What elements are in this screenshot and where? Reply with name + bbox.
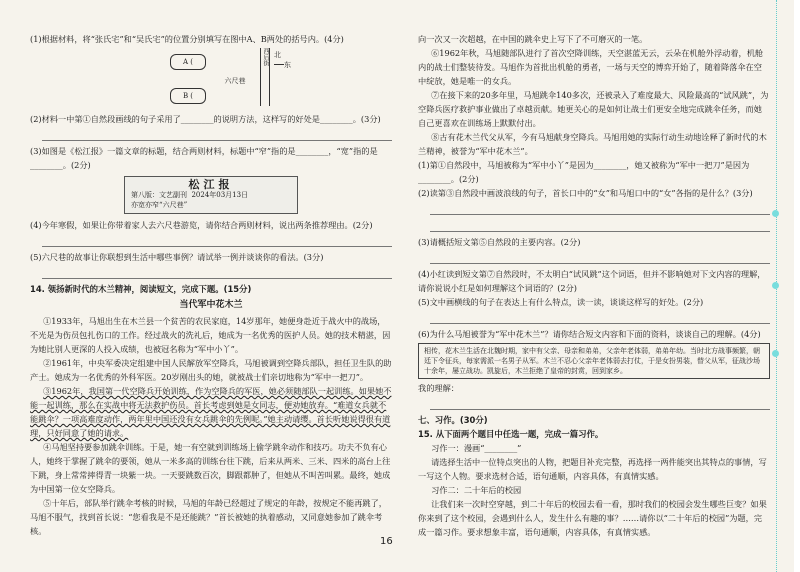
answer-line <box>42 233 392 247</box>
binding-dot-icon <box>772 210 779 217</box>
newspaper-clip <box>124 176 298 214</box>
topic-2-title: 习作二：二十年后的校园 <box>431 485 522 495</box>
question-1: (1)根据材料，将“张氏宅”和“吴氏宅”的位置分别填写在图中A、B两处的括号内。(4分) <box>30 34 344 44</box>
passage-title: 当代军中花木兰 <box>179 300 243 310</box>
question-4: (4)今年寒假，如果让你带着家人去六尺巷游览，请你结合两则材料，说出两条推荐理由。(2分) <box>30 220 373 230</box>
sub-question-5: (5)文中画横线的句子在表达上有什么特点，读一读，谈谈这样写的好处。(2分) <box>418 297 704 307</box>
paragraph-5: ⑤十年后，部队举行跳伞考核的时候，马旭的年龄已经超过了规定的年龄，按规定不能再跳了，马旭不服气，找到首长说：“您看我是不是还能跳？”首长被她的执着感动，又同意她参加了跳伞考核。 <box>30 498 387 536</box>
location-diagram <box>30 48 392 108</box>
page-number: 16 <box>380 536 393 547</box>
hall-label: 西后街 <box>260 48 270 106</box>
newspaper-headline: 亦宽亦窄“六尺巷” <box>131 201 188 209</box>
question-14-heading: 14. 领扬新时代的木兰精神，阅读短文，完成下题。(15分) <box>30 284 252 294</box>
newspaper-section: 第八版：文艺副刊 <box>131 191 187 199</box>
box-a: A ( <box>170 54 206 70</box>
paragraph-4: ④马旭坚持要参加跳伞训练。于是，她一有空就到训练场上偷学跳伞动作和技巧。功夫不负有心人，她终于掌握了跳伞的要领，她从一米多高的训练台往下跳，后来从两米、三米、四米的高台上往下跳，身上常常摔得青一块紫一块。一天要跳数百次，脚跟都肿了，但她从不叫苦叫累。最终，她成为中国第一位女空降兵。 <box>30 442 391 494</box>
sub-question-1: (1)第①自然段中，马旭被称为“军中小丫”是因为________，她又被称为“军中一把刀”是因为________。(2分) <box>418 160 750 184</box>
paragraph-8: ⑦在接下来的20多年里，马旭跳伞140多次，还被录入了难度最大、风险最高的“试风跳”，为空降兵医疗救护事业做出了卓越贡献。她更关心的是如何让战士们更安全地完成跳伞任务，而她自己更喜欢在训练场上默默付出。 <box>418 90 769 128</box>
page-edge <box>794 0 800 572</box>
section-7-heading: 七、习作。(30分) <box>418 415 488 425</box>
answer-line <box>430 218 770 232</box>
question-15-heading: 15. 从下面两个题目中任选一题，完成一篇习作。 <box>418 429 604 439</box>
left-column <box>30 32 392 538</box>
newspaper-date: 2024年03月13日 <box>191 191 249 199</box>
paragraph-1: ①1933年，马旭出生在木兰县一个贫苦的农民家庭，14岁那年，她便身赴近于战火中的战场，不光是为伤员包扎伤口的工作。经过战火的洗礼后，她成为一名优秀的医护人员。她的技术精湛，因为她比别人更深的人投入成绩，也被冠名称为“军中小丫”。 <box>30 316 391 354</box>
answer-line <box>430 250 770 264</box>
sub-question-3: (3)请概括短文第⑤自然段的主要内容。(2分) <box>418 237 581 247</box>
right-column <box>418 32 770 539</box>
sub-question-4: (4)小红读到短文第⑦自然段时，不太明白“试风跳”这个词语，但并不影响她对下文内容的理解，请你说说小红是如何理解这个词语的？(2分) <box>418 269 766 293</box>
paragraph-3: ③1962年，我国第一代空降兵开始训练，作为空降兵的军医，她必须随部队一起训练。如果她不能一起训练，那么在实战中将无法救护伤员。首长考虑到她是女同志，便劝她放弃。“难道女兵就不能跳伞？一项高难度动作，两年里中国还没有女兵跳伞的先例呢。”她主动请缨。首长听她说得很有道理，只好同意了她的请求。 <box>30 386 392 438</box>
paragraph-2: ②1961年，中央军委决定组建中国人民解放军空降兵，马旭被调到空降兵部队，担任卫生队的助产士。她成为一名优秀的外科军医。20岁刚出头的她，就被战士们亲切地称为“军中一把刀”。 <box>30 358 392 382</box>
binding-dot-icon <box>772 282 779 289</box>
reference-material: 相传，花木兰生活在北魏时期，家中有父亲、母亲和弟弟，父亲年老体弱，弟弟年幼。当时北方战事频繁，朝廷下令征兵，每家需派一名男子从军。木兰不忍心父亲年老体弱去打仗，于是女扮男装，替父从军，征战沙场十余年，屡立战功。凯旋后，木兰拒绝了皇帝的封赏，回到家乡。 <box>418 343 770 379</box>
paragraph-9: ⑧古有花木兰代父从军，今有马旭献身空降兵。马旭用她的实际行动生动地诠释了新时代的木兰精神，被誉为“军中花木兰”。 <box>418 132 767 156</box>
compass-arrow-icon <box>274 64 284 65</box>
my-understanding-label: 我的理解： <box>418 383 459 393</box>
sub-question-6: (6)为什么马旭被誉为“军中花木兰”？请你结合短文内容和下面的资料，谈谈自己的理解。(4分) <box>418 329 761 339</box>
paragraph-6: 向一次又一次超越，在中国的跳伞史上写下了不可磨灭的一笔。 <box>418 34 648 44</box>
east-label: 东 <box>284 61 291 69</box>
topic-1-title: 习作一：漫画“________” <box>431 443 522 453</box>
topic-1-desc: 请选择生活中一位特点突出的人物，把题目补充完整，再选择一两件能突出其特点的事情，写一写这个人物。要求选材合适，语句通顺，内容具体，有真情实感。 <box>418 457 767 481</box>
question-2: (2)材料一中第①自然段画线的句子采用了________的说明方法，这样写的好处是________。(3分) <box>30 114 381 124</box>
answer-line <box>430 396 770 410</box>
answer-line <box>42 127 392 141</box>
box-b: B ( <box>170 88 206 104</box>
answer-line <box>430 310 770 324</box>
binding-dot-icon <box>772 350 779 357</box>
question-3: (3)如图是《松江报》一篇文章的标题，结合两则材料，标题中“窄”指的是________，“宽”指的是________。(2分) <box>30 146 378 170</box>
sub-question-2: (2)读第③自然段中画波浪线的句子，首长口中的“女”和马旭口中的“女”各指的是什么？(3分) <box>418 188 753 198</box>
newspaper-name: 松江报 <box>188 178 234 191</box>
question-5: (5)六尺巷的故事让你联想到生活中哪些事例？请试举一例并谈谈你的看法。(3分) <box>30 252 324 262</box>
alley-label: 六尺巷 <box>224 77 246 85</box>
north-label: 北 <box>274 51 281 59</box>
paragraph-7: ⑥1962年秋，马旭随部队进行了首次空降训练，天空湛蓝无云，云朵在机舱外浮动着，机舱内的战士们整装待发。马旭作为首批出机舱的勇者，一场与天空的博弈开始了，随着降落伞在空中绽放，她是唯一的女兵。 <box>418 48 764 86</box>
answer-line <box>430 201 770 215</box>
answer-line <box>42 265 392 279</box>
topic-2-desc: 让我们来一次时空穿越，到二十年后的校园去看一看，那时我们的校园会发生哪些巨变？如果你来到了这个校园，会遇到什么人，发生什么有趣的事？……请你以“二十年后的校园”为题，完成一篇习作。要求想象丰富，语句通顺，内容具体，有真情实感。 <box>418 499 767 537</box>
